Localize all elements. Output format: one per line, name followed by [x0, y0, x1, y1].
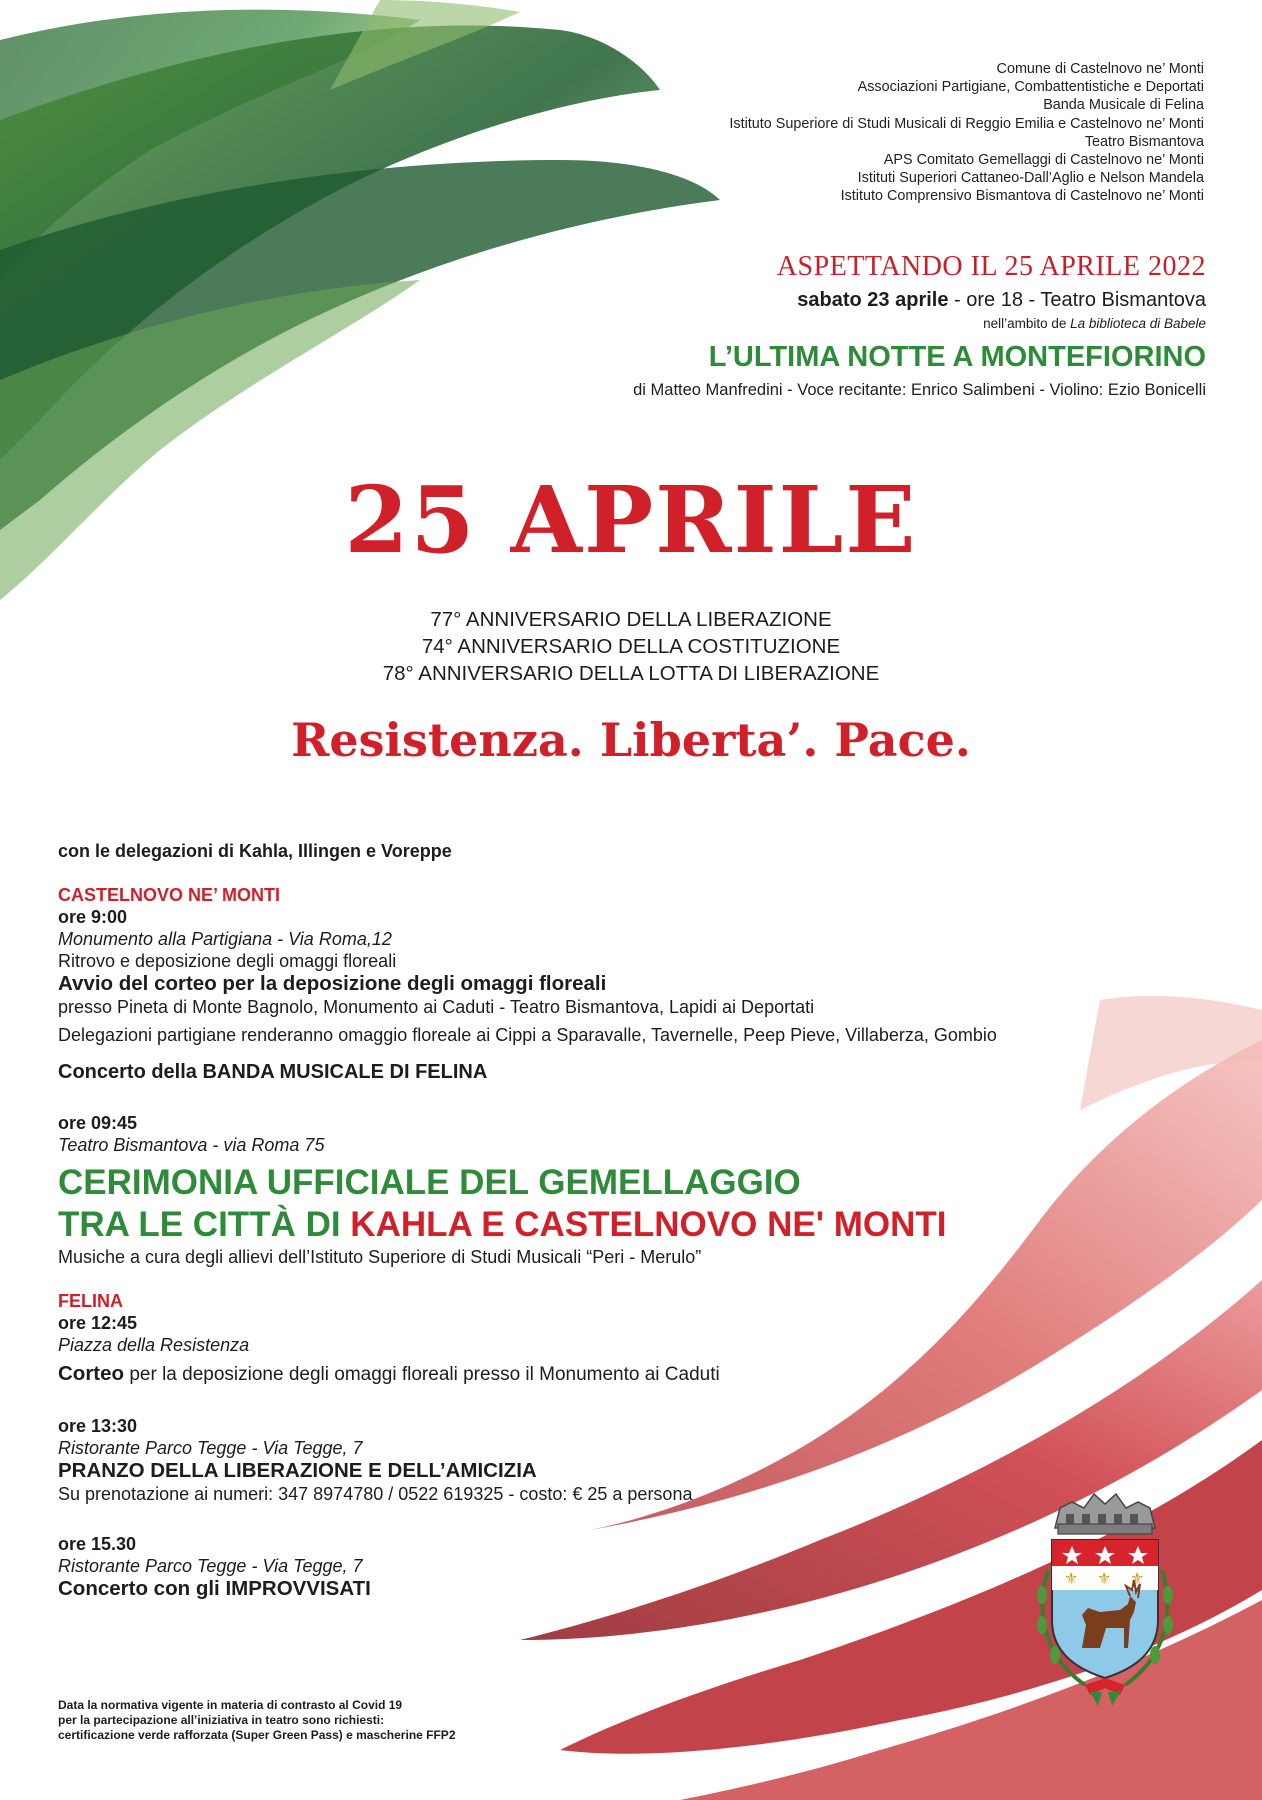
aspettando-show-title: L’ULTIMA NOTTE A MONTEFIORINO — [708, 341, 1206, 373]
aspettando-context-prefix: nell’ambito de — [983, 316, 1071, 331]
aspettando-section — [446, 250, 1206, 402]
corteo-rest: per la deposizione degli omaggi floreali presso il Monumento ai Caduti — [124, 1364, 720, 1385]
anniversary-line: 77° ANNIVERSARIO DELLA LIBERAZIONE — [430, 608, 832, 631]
covid-note — [58, 1698, 578, 1743]
covid-note-line: Data la normativa vigente in materia di contrasto al Covid 19 — [58, 1698, 403, 1712]
location-felina: FELINA — [58, 1291, 123, 1311]
aspettando-date — [446, 286, 1206, 314]
pranzo-info: Su prenotazione ai numeri: 347 8974780 / 0522 619325 - costo: € 25 a persona — [58, 1484, 693, 1504]
anniversary-line: 74° ANNIVERSARIO DELLA COSTITUZIONE — [421, 635, 841, 658]
cerimonia-title-line1: CERIMONIA UFFICIALE DEL GEMELLAGGIO — [58, 1163, 801, 1202]
program — [58, 840, 1158, 1601]
banda-concert-bold: BANDA MUSICALE DI FELINA — [202, 1061, 488, 1083]
organizers-list — [504, 60, 1204, 206]
cerimonia-title-line2 — [58, 1204, 1158, 1246]
location-castelnovo: CASTELNOVO NE’ MONTI — [58, 885, 281, 905]
place-concerto: Ristorante Parco Tegge - Via Tegge, 7 — [58, 1556, 363, 1576]
main-title: 25 APRILE — [344, 466, 918, 574]
organizer-line: Istituto Superiore di Studi Musicali di Reggio Emilia e Castelnovo ne’ Monti — [729, 115, 1204, 132]
organizer-line: Istituti Superiori Cattaneo-Dall’Aglio e Nelson Mandela — [857, 170, 1204, 187]
concerto-prefix: Concerto con gli — [58, 1577, 226, 1600]
delegations-line: con le delegazioni di Kahla, Illingen e Voreppe — [58, 841, 452, 861]
cerimonia-music: Musiche a cura degli allievi dell’Istituto Superiore di Studi Musicali “Peri - Merulo” — [58, 1247, 702, 1267]
covid-note-line: certificazione verde rafforzata (Super Green Pass) e mascherine FFP2 — [58, 1728, 456, 1742]
aspettando-date-rest: - ore 18 - Teatro Bismantova — [948, 289, 1206, 311]
castelnovo-line2: Avvio del corteo per la deposizione degli omaggi floreali — [58, 972, 607, 995]
organizer-line: Associazioni Partigiane, Combattentistiche e Deportati — [857, 79, 1204, 96]
aspettando-date-bold: sabato 23 aprile — [797, 289, 949, 311]
svg-text:⚜: ⚜ — [1064, 1569, 1079, 1588]
place-castelnovo: Monumento alla Partigiana - Via Roma,12 — [58, 929, 392, 949]
place-felina: Piazza della Resistenza — [58, 1335, 250, 1355]
concerto-line — [58, 1577, 1158, 1601]
banda-concert-prefix: Concerto della — [58, 1061, 203, 1083]
coat-of-arms-icon — [1030, 1480, 1180, 1710]
pranzo-title: PRANZO DELLA LIBERAZIONE E DELL’AMICIZIA — [58, 1459, 537, 1482]
place-cerimonia: Teatro Bismantova - via Roma 75 — [58, 1135, 325, 1155]
anniversary-line: 78° ANNIVERSARIO DELLA LOTTA DI LIBERAZIONE — [382, 662, 880, 685]
time-castelnovo: ore 9:00 — [58, 907, 128, 927]
time-pranzo: ore 13:30 — [58, 1416, 138, 1436]
place-pranzo: Ristorante Parco Tegge - Via Tegge, 7 — [58, 1438, 363, 1458]
svg-text:⚜: ⚜ — [1130, 1569, 1145, 1588]
corteo-bold: Corteo — [58, 1362, 125, 1385]
motto: Resistenza. Liberta’. Pace. — [291, 713, 971, 767]
banda-concert — [58, 1060, 1158, 1084]
time-cerimonia: ore 09:45 — [58, 1113, 138, 1133]
concerto-bold: IMPROVVISATI — [225, 1577, 371, 1600]
aspettando-context-italic: La biblioteca di Babele — [1070, 316, 1206, 331]
time-concerto: ore 15.30 — [58, 1534, 137, 1554]
anniversaries-list — [0, 606, 1262, 687]
svg-text:⚜: ⚜ — [1097, 1569, 1112, 1588]
organizer-line: Istituto Comprensivo Bismantova di Castelnovo ne’ Monti — [840, 188, 1204, 205]
covid-note-line: per la partecipazione all’iniziativa in teatro sono richiesti: — [58, 1713, 385, 1727]
organizer-line: Comune di Castelnovo ne’ Monti — [996, 61, 1204, 77]
castelnovo-line1: Ritrovo e deposizione degli omaggi floreali — [58, 951, 397, 971]
aspettando-credits: di Matteo Manfredini - Voce recitante: Enrico Salimbeni - Violino: Ezio Bonicelli — [633, 381, 1206, 399]
aspettando-context — [446, 314, 1206, 334]
shield-icon — [1052, 1540, 1158, 1678]
organizer-line: Teatro Bismantova — [1084, 133, 1204, 150]
crown-icon — [1055, 1494, 1155, 1534]
corteo-line — [58, 1362, 1158, 1387]
cerimonia-title-red: KAHLA E CASTELNOVO NE' MONTI — [350, 1205, 947, 1244]
time-felina: ore 12:45 — [58, 1313, 138, 1333]
organizer-line: Banda Musicale di Felina — [1043, 97, 1204, 114]
aspettando-title: ASPETTANDO IL 25 APRILE 2022 — [776, 251, 1206, 282]
organizer-line: APS Comitato Gemellaggi di Castelnovo ne’ Monti — [883, 152, 1204, 169]
castelnovo-line3: presso Pineta di Monte Bagnolo, Monumento ai Caduti - Teatro Bismantova, Lapidi ai Deportati — [58, 997, 815, 1017]
cerimonia-title-green: TRA LE CITTÀ DI — [58, 1205, 351, 1244]
castelnovo-line4: Delegazioni partigiane renderanno omaggio floreale ai Cippi a Sparavalle, Tavernelle, Peep Pieve, Villaberza, Gombio — [58, 1025, 997, 1045]
